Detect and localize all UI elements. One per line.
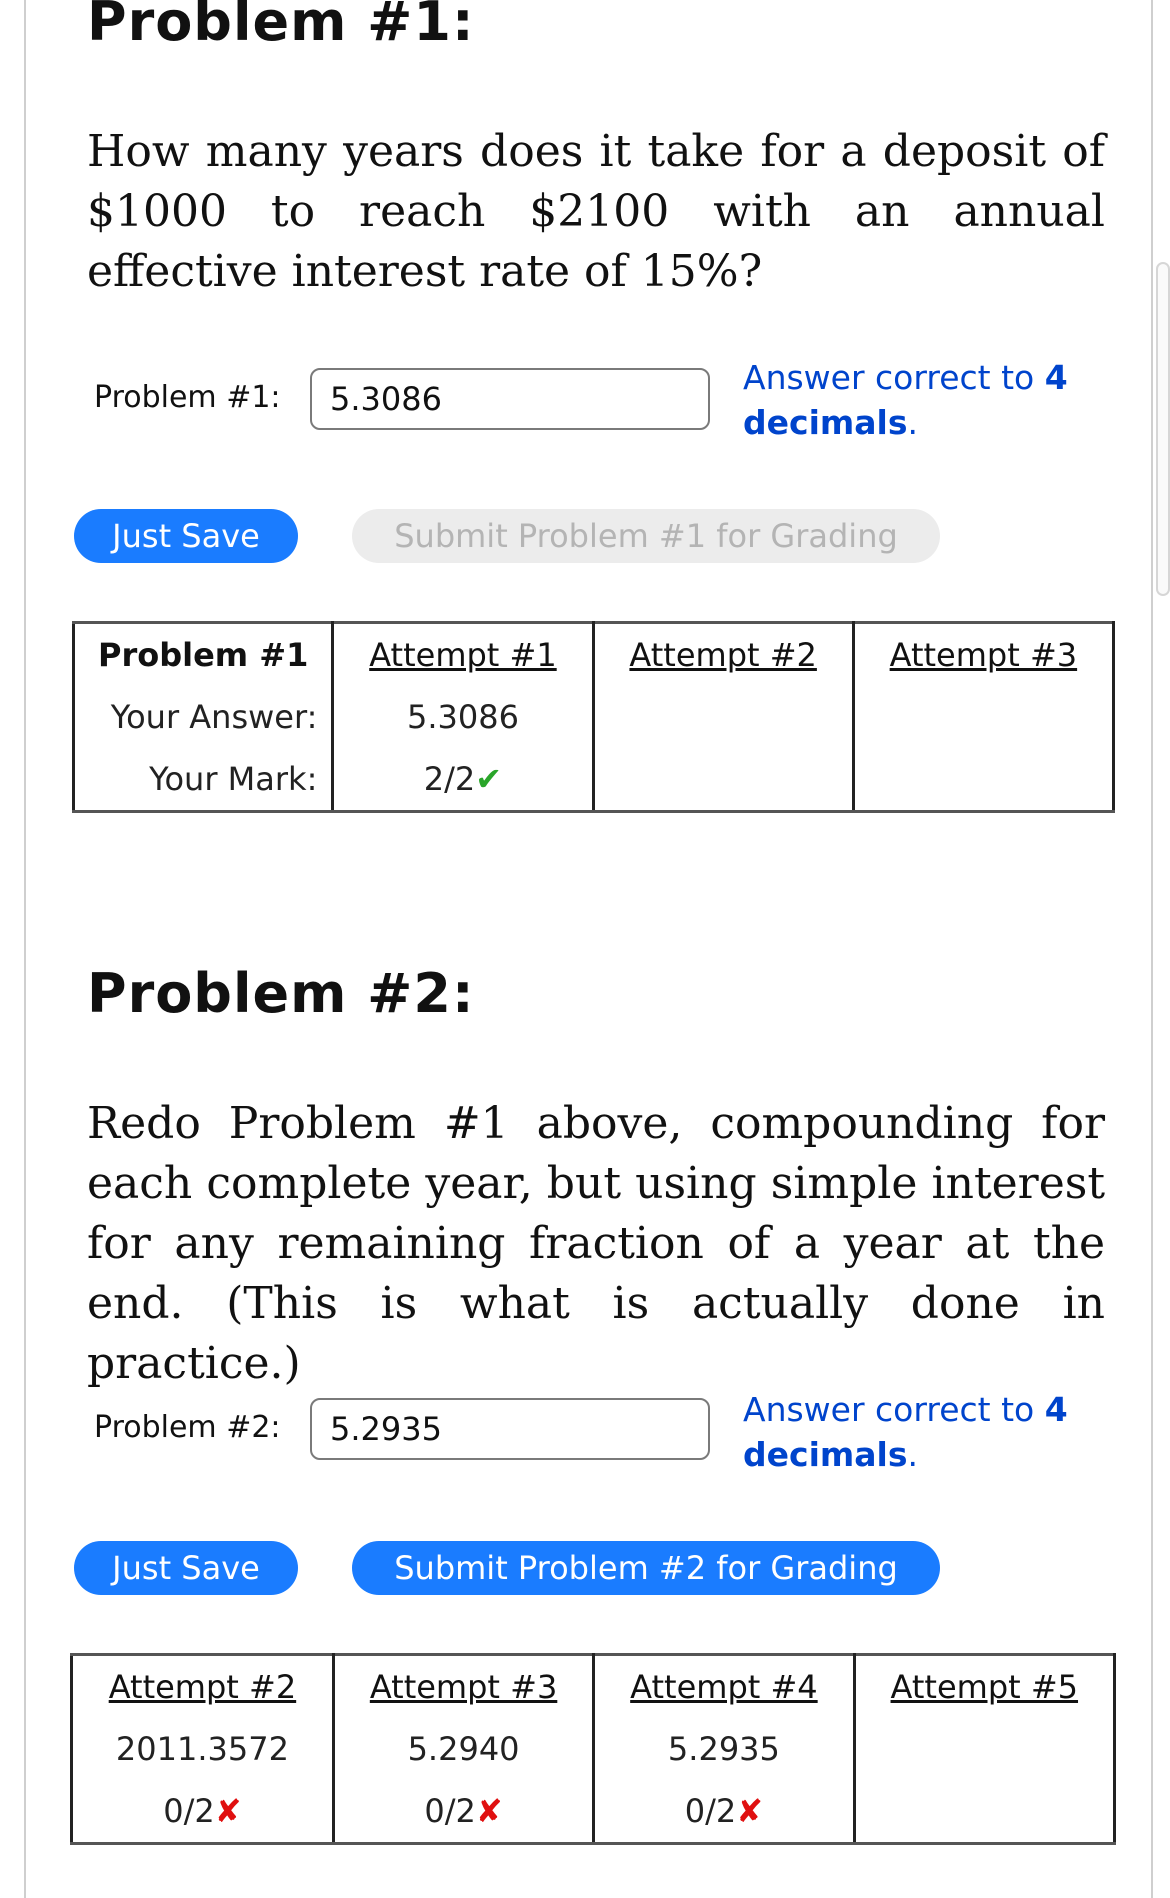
attempt-3-mark bbox=[853, 749, 1113, 812]
attempt-3-answer: 5.2940 bbox=[333, 1718, 593, 1781]
problem-2-submit-button[interactable]: Submit Problem #2 for Grading bbox=[352, 1541, 940, 1595]
problem-2-heading: Problem #2: bbox=[87, 962, 475, 1025]
hint-suffix: decimals bbox=[743, 403, 908, 442]
hint-prefix: Answer correct to bbox=[743, 358, 1045, 397]
attempt-4-answer: 5.2935 bbox=[594, 1718, 854, 1781]
attempt-1-link[interactable]: Attempt #1 bbox=[369, 635, 557, 674]
problem-2-attempts-table bbox=[70, 1653, 1116, 1845]
attempt-2-mark: 0/2 bbox=[163, 1792, 215, 1831]
attempt-5-answer bbox=[854, 1718, 1114, 1781]
checkmark-icon: ✔ bbox=[475, 760, 503, 799]
problem-1-heading: Problem #1: bbox=[87, 0, 475, 53]
problem-1-just-save-button[interactable]: Just Save bbox=[74, 509, 298, 563]
attempt-2-mark-cell bbox=[72, 1781, 334, 1844]
attempt-5-mark bbox=[854, 1781, 1114, 1844]
attempt-2-answer: 2011.3572 bbox=[72, 1718, 334, 1781]
problem-1-question: How many years does it take for a deposit of $1000 to reach $2100 with an annual effective interest rate of 15%? bbox=[87, 126, 1105, 297]
attempt-2-answer bbox=[593, 686, 853, 749]
attempt-4-mark: 0/2 bbox=[684, 1792, 737, 1831]
your-answer-label: Your Answer: bbox=[74, 686, 333, 749]
attempt-2-mark bbox=[593, 749, 853, 812]
attempt-4-link[interactable]: Attempt #4 bbox=[630, 1667, 818, 1706]
hint-suffix: decimals bbox=[743, 1435, 908, 1474]
hint-period: . bbox=[907, 1435, 918, 1474]
attempt-2-link[interactable]: Attempt #2 bbox=[108, 1667, 297, 1706]
problem-1-answer-input[interactable] bbox=[310, 368, 710, 430]
attempt-3-answer bbox=[853, 686, 1113, 749]
problem-2-question: Redo Problem #1 above, compounding for each complete year, but using simple interest for any remaining fraction of a year at the end. (This is what is actually done in practice.) bbox=[87, 1098, 1105, 1389]
your-mark-label: Your Mark: bbox=[74, 749, 333, 812]
problem-2-just-save-button[interactable]: Just Save bbox=[74, 1541, 298, 1595]
hint-period: . bbox=[907, 403, 918, 442]
problem-1-precision-hint bbox=[743, 355, 1103, 445]
cross-icon: ✘ bbox=[736, 1792, 764, 1831]
page-frame-right bbox=[1151, 0, 1153, 1898]
attempt-1-mark: 2/2 bbox=[423, 760, 476, 799]
attempt-2-link[interactable]: Attempt #2 bbox=[629, 635, 817, 674]
attempt-3-link[interactable]: Attempt #3 bbox=[369, 1667, 558, 1706]
scrollbar[interactable] bbox=[1156, 262, 1170, 596]
attempt-1-mark-cell bbox=[333, 749, 593, 812]
problem-2-answer-label: Problem #2: bbox=[94, 1410, 281, 1445]
attempt-3-link[interactable]: Attempt #3 bbox=[889, 635, 1078, 674]
problem-2-precision-hint bbox=[743, 1387, 1103, 1477]
hint-number: 4 bbox=[1044, 1390, 1068, 1429]
table-header-problem: Problem #1 bbox=[74, 623, 333, 686]
attempt-3-mark-cell bbox=[333, 1781, 593, 1844]
attempt-3-mark: 0/2 bbox=[424, 1792, 476, 1831]
page-frame-left bbox=[24, 0, 26, 1898]
problem-2-answer-input[interactable] bbox=[310, 1398, 710, 1460]
problem-1-submit-button[interactable]: Submit Problem #1 for Grading bbox=[352, 509, 940, 563]
problem-1-answer-label: Problem #1: bbox=[94, 380, 281, 415]
attempt-5-link[interactable]: Attempt #5 bbox=[890, 1667, 1079, 1706]
attempt-4-mark-cell bbox=[594, 1781, 854, 1844]
cross-icon: ✘ bbox=[475, 1792, 503, 1831]
hint-number: 4 bbox=[1044, 358, 1068, 397]
problem-1-attempts-table bbox=[72, 621, 1115, 813]
cross-icon: ✘ bbox=[214, 1792, 242, 1831]
attempt-1-answer: 5.3086 bbox=[333, 686, 593, 749]
hint-prefix: Answer correct to bbox=[743, 1390, 1045, 1429]
